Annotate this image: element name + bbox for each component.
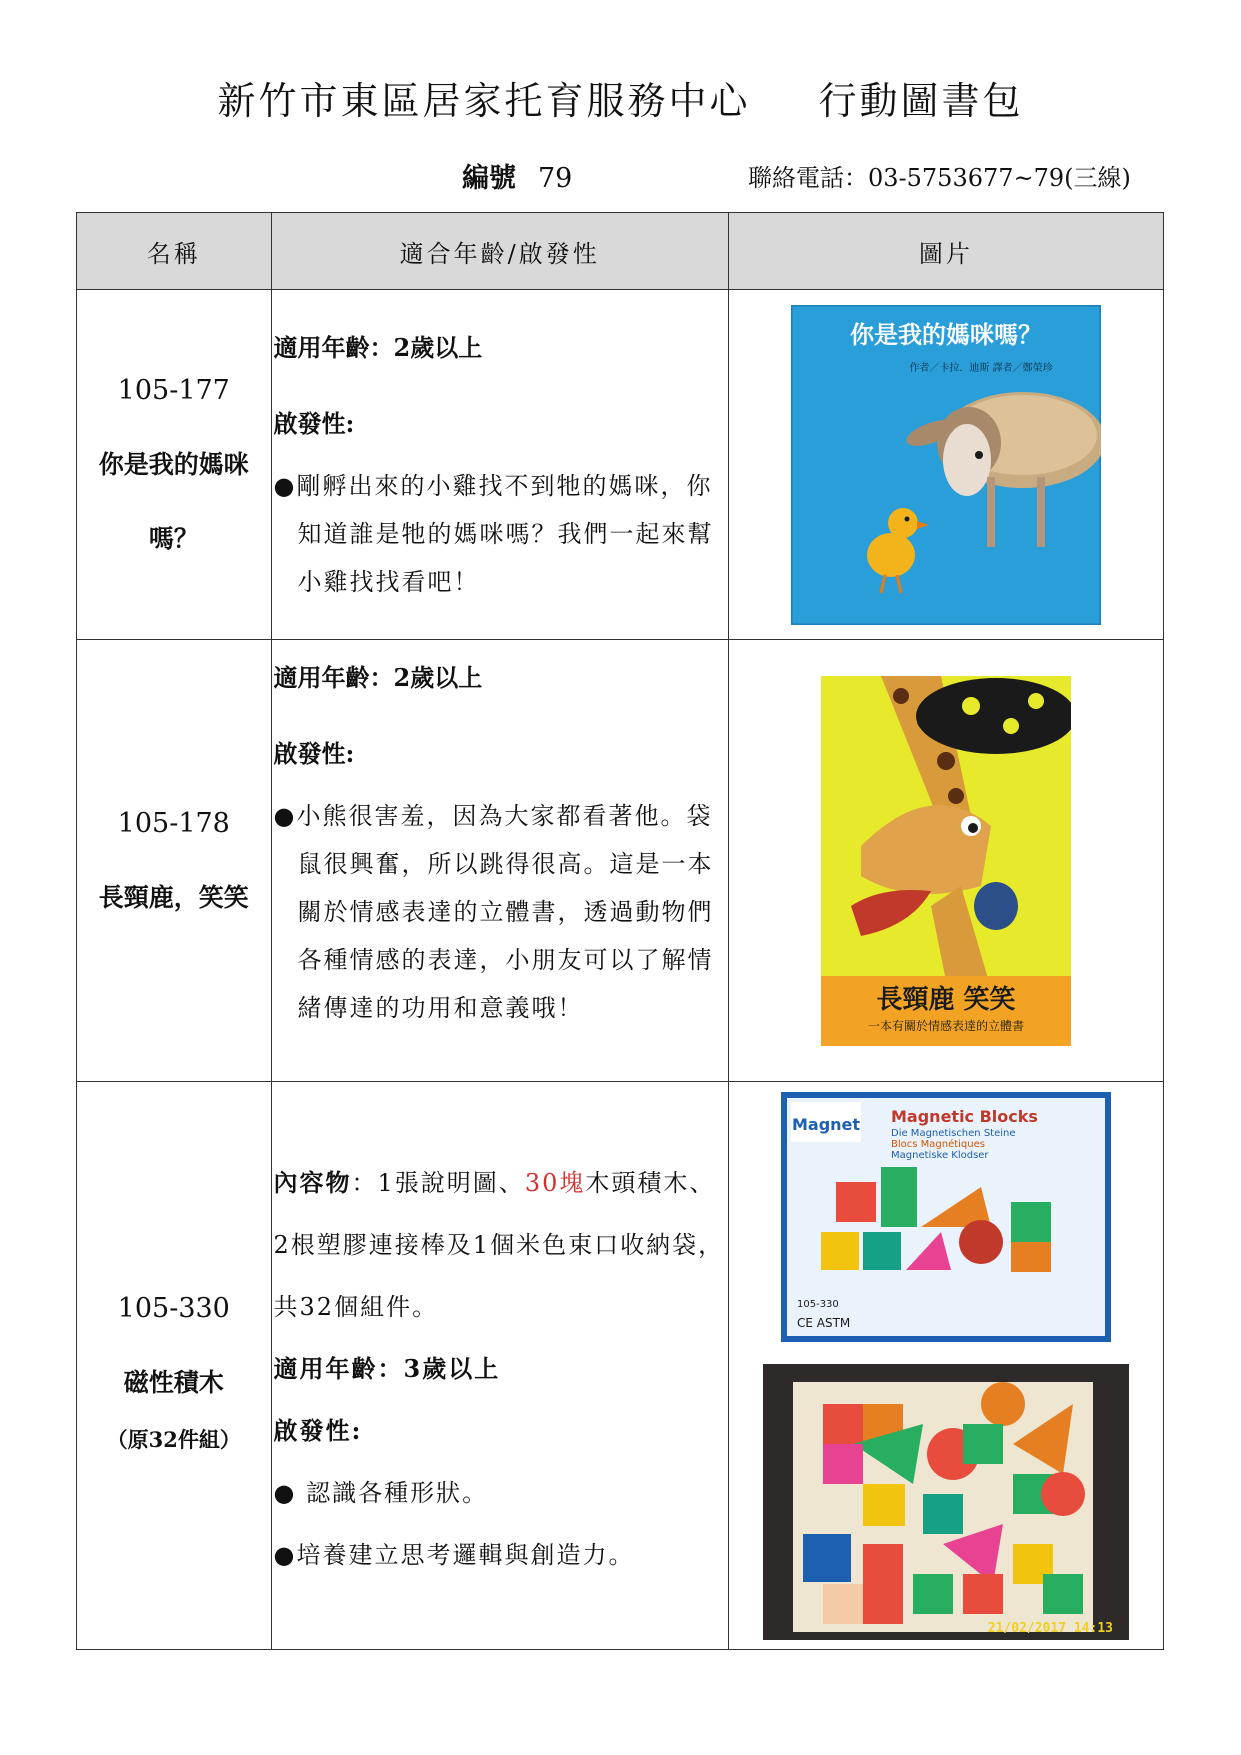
- box-title-fr: Blocs Magnétiques: [890, 1138, 985, 1150]
- product-box-photo: [781, 1092, 1111, 1342]
- item-code: 105-177: [117, 374, 230, 406]
- table-row: [77, 1082, 1164, 1650]
- serial-label: 編號: [462, 163, 516, 194]
- item-name-cell: [77, 640, 272, 1082]
- inspiration-label: 啟發性:: [273, 739, 355, 768]
- table-row: [77, 290, 1164, 640]
- table-header-row: [77, 213, 1164, 290]
- contents-pre: ：1張說明圖、: [351, 1169, 525, 1197]
- title-org: 新竹市東區居家托育服務中心: [217, 79, 751, 123]
- item-title: 長頸鹿，笑笑: [98, 882, 249, 912]
- box-title-nl: Magnetiske Klodser: [890, 1149, 989, 1161]
- blocks-photo: [763, 1364, 1129, 1640]
- cover-subtitle: 一本有關於情感表達的立體書: [867, 1018, 1024, 1033]
- item-desc-cell: [271, 290, 728, 640]
- inspiration-label: 啟發性:: [273, 409, 355, 438]
- serial: [462, 156, 572, 195]
- inspiration-item-shapes: ● 認識各種形狀。: [273, 1479, 489, 1507]
- items-table: [76, 212, 1164, 1650]
- box-title-de: Die Magnetischen Steine: [890, 1127, 1016, 1139]
- box-mark: CE ASTM: [796, 1315, 851, 1330]
- item-code: 105-178: [117, 807, 230, 839]
- item-note: （原32件組）: [106, 1426, 241, 1452]
- box-title: Magnetic Blocks: [890, 1106, 1038, 1126]
- title-kit: 行動圖書包: [818, 79, 1024, 123]
- item-desc-cell: [271, 640, 728, 1082]
- inspiration-item-logic: ●培養建立思考邏輯與創造力。: [273, 1541, 635, 1569]
- item-desc-cell: [271, 1082, 728, 1650]
- page-title: [0, 70, 1241, 125]
- phone-number: 聯絡電話：03-5753677~79(三線): [748, 164, 1131, 192]
- book-cover-mommy: [791, 305, 1101, 625]
- box-logo: Magnet: [791, 1114, 860, 1134]
- sub-header: [0, 152, 1241, 192]
- column-header-name: 名稱: [77, 213, 272, 290]
- age-text: 適用年齡：2歲以上: [273, 333, 483, 362]
- cover-title: 你是我的媽咪嗎？: [849, 320, 1042, 349]
- contents-text: [274, 1152, 726, 1338]
- table-row: [77, 640, 1164, 1082]
- inspiration-text: ●小熊很害羞，因為大家都看著他。袋鼠很興奮，所以跳得很高。這是一本關於情感表達的立體書，透過動物們各種情感的表達，小朋友可以了解情緒傳達的功用和意義哦！: [273, 802, 714, 1022]
- cover-title: 長頸鹿 笑笑: [876, 984, 1016, 1015]
- item-image-cell: [728, 1082, 1163, 1650]
- item-image-cell: [728, 640, 1163, 1082]
- item-title: 你是我的媽咪: [98, 449, 249, 479]
- item-name-cell: [77, 290, 272, 640]
- column-header-age: 適合年齡/啟發性: [271, 213, 728, 290]
- age-text: 適用年齡：2歲以上: [273, 663, 483, 692]
- item-name-cell: [77, 1082, 272, 1650]
- age-text: 適用年齡：3歲以上: [273, 1354, 501, 1383]
- column-header-image: 圖片: [728, 213, 1163, 290]
- item-title-cont: 嗎？: [148, 523, 199, 553]
- contents-label: 內容物: [273, 1168, 352, 1197]
- serial-number: 79: [538, 163, 573, 194]
- box-code: 105-330: [796, 1298, 839, 1310]
- item-image-cell: [728, 290, 1163, 640]
- inspiration-label: 啟發性:: [273, 1416, 363, 1445]
- cover-credit: 作者／卡拉．迪斯 譯者／鄭榮珍: [909, 362, 1053, 374]
- book-cover-giraffe: [821, 676, 1071, 1046]
- inspiration-text: ●剛孵出來的小雞找不到牠的媽咪，你知道誰是牠的媽咪嗎？我們一起來幫小雞找找看吧！: [273, 472, 714, 596]
- item-title: 磁性積木: [123, 1367, 224, 1397]
- item-code: 105-330: [117, 1292, 230, 1324]
- contents-post: 木頭積木、2根塑膠連接棒及1個米色束口收納袋，共32個組件。: [273, 1169, 725, 1321]
- photo-timestamp: 21/02/2017 14:13: [987, 1620, 1113, 1636]
- contents-highlight: 30塊: [524, 1169, 586, 1197]
